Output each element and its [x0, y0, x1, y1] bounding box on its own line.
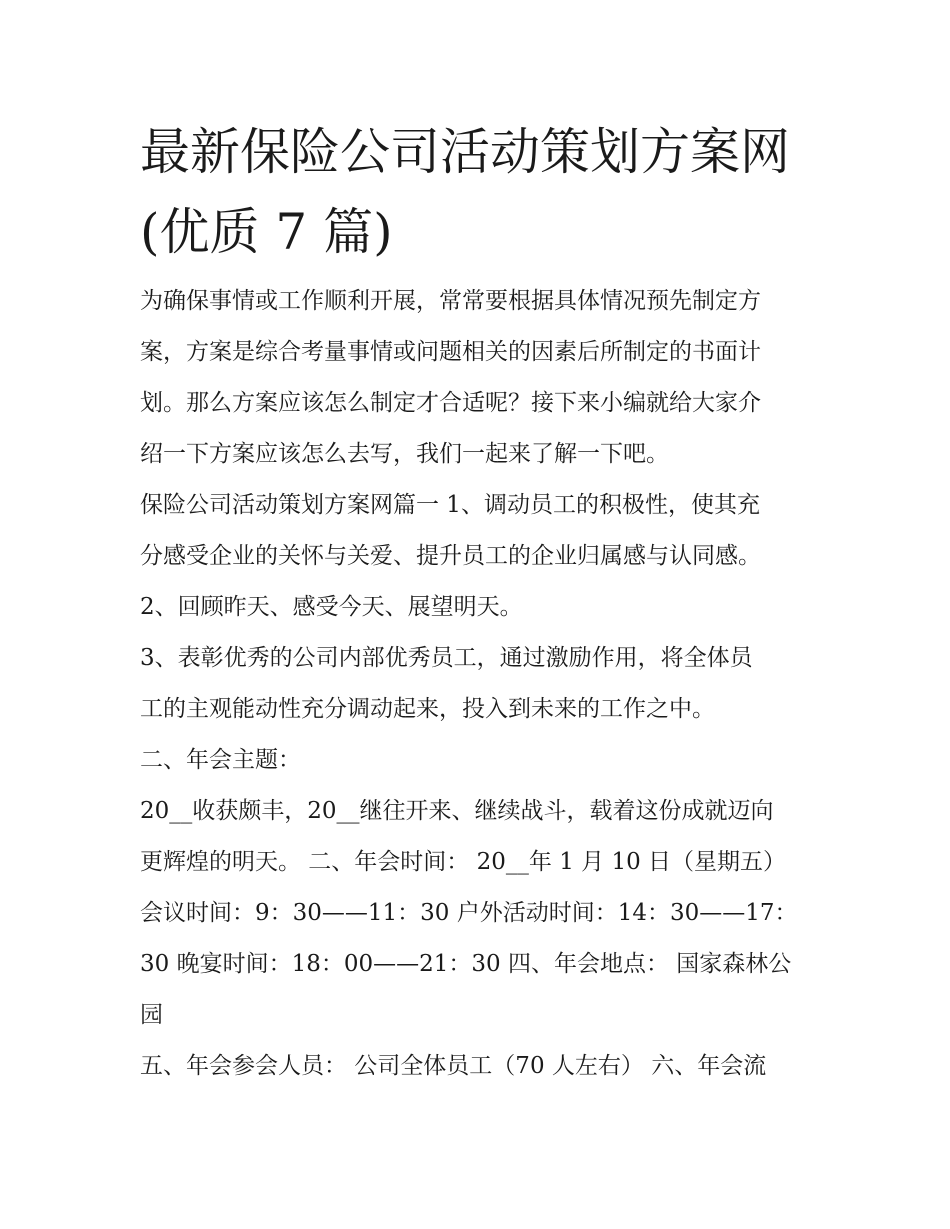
- body-line: 30 晚宴时间：18：00——21：30 四、年会地点： 国家森林公: [140, 951, 792, 977]
- body-line: 工的主观能动性充分调动起来，投入到未来的工作之中。: [140, 696, 715, 722]
- body-line: 划。那么方案应该怎么制定才合适呢？接下来小编就给大家介: [140, 390, 761, 416]
- body-line: 会议时间：9：30——11：30 户外活动时间：14：30——17：: [140, 900, 798, 926]
- body-line: 保险公司活动策划方案网篇一 1、调动员工的积极性，使其充: [140, 492, 760, 518]
- body-line: 分感受企业的关怀与关爱、提升员工的企业归属感与认同感。: [140, 543, 761, 569]
- body-line: 20__收获颇丰，20__继往开来、继续战斗，载着这份成就迈向: [140, 798, 774, 824]
- body-line: 案，方案是综合考量事情或问题相关的因素后所制定的书面计: [140, 339, 761, 365]
- body-line: 3、表彰优秀的公司内部优秀员工，通过激励作用，将全体员: [140, 645, 753, 671]
- body-line: 五、年会参会人员： 公司全体员工（70 人左右） 六、年会流: [140, 1053, 767, 1079]
- title-line-1: 最新保险公司活动策划方案网: [140, 123, 790, 181]
- document-title: [140, 112, 820, 272]
- document-body: [140, 276, 820, 1092]
- body-line: 二、年会主题：: [140, 747, 301, 773]
- title-line-2: (优质 7 篇): [140, 203, 393, 261]
- body-line: 为确保事情或工作顺利开展，常常要根据具体情况预先制定方: [140, 288, 761, 314]
- body-line: 2、回顾昨天、感受今天、展望明天。: [140, 594, 523, 620]
- body-line: 绍一下方案应该怎么去写，我们一起来了解一下吧。: [140, 441, 669, 467]
- body-line: 更辉煌的明天。 二、年会时间： 20__年 1 月 10 日（星期五）: [140, 849, 787, 875]
- body-line: 园: [140, 1002, 163, 1028]
